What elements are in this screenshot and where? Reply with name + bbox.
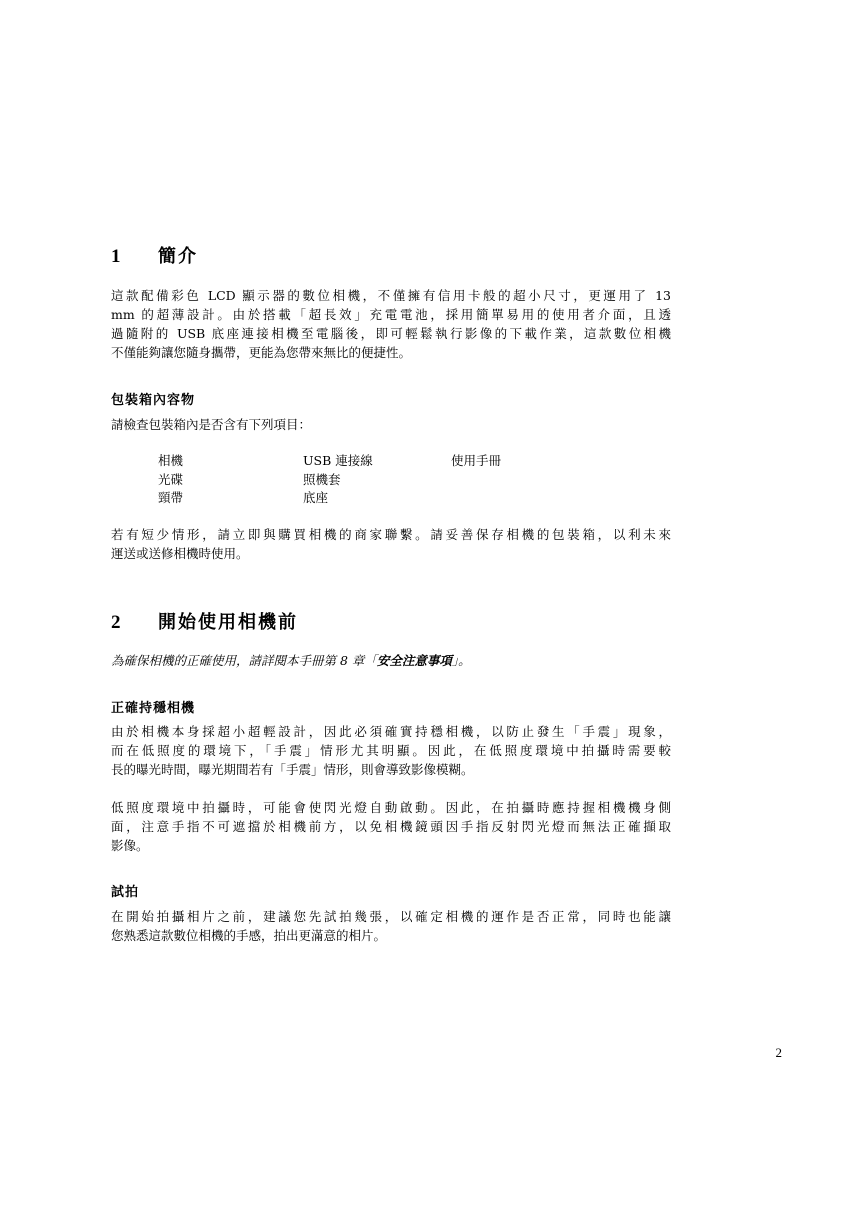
- contents-row: [158, 471, 571, 490]
- contents-row: [158, 452, 571, 471]
- section-2-heading: [111, 608, 298, 634]
- contents-item: [451, 471, 571, 490]
- safety-note-prefix: 為確保相機的正確使用，請詳閱本手冊第 8 章「: [111, 653, 377, 668]
- contents-item: 頸帶: [158, 490, 184, 505]
- intro-line: 過隨附的 USB 底座連接相機至電腦後，即可輕鬆執行影像的下載作業，這款數位相機: [111, 326, 671, 341]
- holding-line: 低照度環境中拍攝時，可能會使閃光燈自動啟動。因此，在拍攝時應持握相機機身側: [111, 800, 671, 815]
- section-2-number: 2: [111, 612, 121, 633]
- missing-line: 運送或送修相機時使用。: [111, 546, 249, 561]
- section-1-heading: [111, 242, 198, 268]
- intro-line: 不僅能夠讓您隨身攜帶，更能為您帶來無比的便捷性。: [111, 345, 412, 360]
- holding-line: 而在低照度的環境下，「手震」情形尤其明顯。因此，在低照度環境中拍攝時需要較: [111, 743, 671, 758]
- contents-item: USB 連接線: [303, 453, 373, 468]
- safety-note-link[interactable]: 安全注意事項: [376, 653, 452, 668]
- box-check-line: 請檢查包裝箱內是否含有下列項目：: [111, 417, 312, 432]
- section-2-title: 開始使用相機前: [158, 612, 298, 633]
- holding-line: 影像。: [111, 838, 149, 853]
- holding-line: 長的曝光時間，曝光期間若有「手震」情形，則會導致影像模糊。: [111, 762, 474, 777]
- safety-note: [111, 651, 471, 669]
- contents-item: 底座: [303, 490, 329, 505]
- missing-items-paragraph: [111, 525, 671, 563]
- page-number: [0, 1045, 782, 1061]
- holding-line: 由於相機本身採超小超輕設計，因此必須確實持穩相機，以防止發生「手震」現象，: [111, 724, 671, 739]
- holding-paragraph-2: [111, 798, 671, 855]
- test-shot-line: 在開始拍攝相片之前，建議您先試拍幾張，以確定相機的運作是否正常，同時也能讓: [111, 909, 671, 924]
- contents-item: 相機: [158, 453, 184, 468]
- contents-item: 照機套: [303, 471, 341, 487]
- intro-line: mm 的超薄設計。由於搭載「超長效」充電電池，採用簡單易用的使用者介面，且透: [111, 307, 671, 322]
- holding-line: 面，注意手指不可遮擋於相機前方，以免相機鏡頭因手指反射閃光燈而無法正確擷取: [111, 819, 671, 834]
- box-contents-table: [158, 452, 571, 508]
- holding-heading: 正確持穩相機: [111, 701, 196, 716]
- contents-item: [451, 489, 571, 508]
- test-shot-heading: 試拍: [111, 885, 140, 900]
- box-check-text: [111, 415, 671, 434]
- intro-line: 這款配備彩色 LCD 顯示器的數位相機，不僅擁有信用卡般的超小尺寸，更運用了 13: [111, 288, 671, 303]
- section-1-title: 簡介: [158, 246, 198, 267]
- holding-paragraph-1: [111, 722, 671, 779]
- contents-item: 使用手冊: [451, 453, 502, 468]
- safety-note-suffix: 」。: [451, 653, 471, 668]
- missing-line: 若有短少情形，請立即與購買相機的商家聯繫。請妥善保存相機的包裝箱，以利未來: [111, 527, 671, 542]
- page-number-value: 2: [775, 1045, 782, 1060]
- section-1-number: 1: [111, 246, 121, 267]
- box-contents-heading: 包裝箱內容物: [111, 393, 196, 408]
- contents-item: 光碟: [158, 471, 184, 487]
- test-shot-line: 您熟悉這款數位相機的手感，拍出更滿意的相片。: [111, 928, 387, 943]
- contents-row: [158, 489, 571, 508]
- test-shot-paragraph: [111, 907, 671, 945]
- intro-paragraph: [111, 286, 671, 362]
